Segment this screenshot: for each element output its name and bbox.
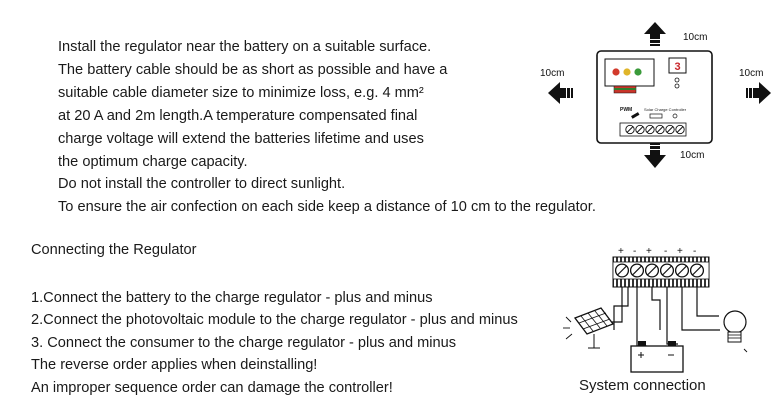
screw-terminal-icon [646,264,659,277]
button-icon [675,78,679,82]
system-connection-diagram [563,246,747,372]
screw-terminal-icon [691,264,704,277]
led-yellow-icon [623,68,630,75]
polarity-label: - [633,246,637,257]
step-line: 1.Connect the battery to the charge regulator - plus and minus [31,290,433,306]
arrow-right-icon [746,82,771,104]
arrow-up-icon [644,22,666,46]
diagram-caption: System connection [579,377,706,394]
arrow-down-icon [644,143,666,168]
instruction-line: the optimum charge capacity. [58,153,248,170]
clearance-diagram [540,22,771,168]
instruction-line: at 20 A and 2m length.A temperature compensated final [58,107,418,124]
instruction-line: Install the regulator near the battery on a suitable surface. [58,39,432,55]
arrow-left-icon [548,82,573,104]
battery-icon [631,341,683,372]
controller-mark: PWM [620,107,633,113]
lamp-icon [724,311,747,352]
terminal-block [613,257,709,287]
instruction-line: To ensure the air confection on each side keep a distance of 10 cm to the regulator. [58,199,596,216]
instruction-line: suitable cable diameter size to minimize loss, e.g. 4 mm² [58,84,424,101]
instruction-line: Do not install the controller to direct sunlight. [58,176,346,193]
display-digit: 3 [674,61,681,73]
section-title: Connecting the Regulator [31,242,197,258]
screw-terminal-icon [676,264,689,277]
screw-terminal-icon [631,264,644,277]
step-line: 3. Connect the consumer to the charge regulator - plus and minus [31,334,457,351]
step-line: The reverse order applies when deinstalling! [31,357,318,374]
instruction-line: The battery cable should be as short as possible and have a [58,61,448,78]
clearance-label-left: 10cm [540,68,565,79]
polarity-label: - [693,246,697,257]
clearance-label-bottom: 10cm [680,150,705,161]
polarity-label: + [646,246,652,257]
charge-controller-illustration [597,51,712,143]
step-line: An improper sequence order can damage the controller! [31,379,393,396]
polarity-label: + [618,246,624,257]
clearance-label-right: 10cm [739,68,764,79]
solar-panel-icon [563,308,613,348]
screw-terminal-icon [661,264,674,277]
controller-name: Solar Charge Controller [644,107,687,112]
wiring [612,287,720,346]
polarity-label: + [677,246,683,257]
screw-terminal-icon [616,264,629,277]
led-green-icon [634,68,641,75]
instruction-line: charge voltage will extend the batteries lifetime and uses [58,130,424,147]
step-line: 2.Connect the photovoltaic module to the charge regulator - plus and minus [31,312,518,329]
clearance-label-top: 10cm [683,32,708,43]
polarity-label: - [664,246,668,257]
led-red-icon [612,68,619,75]
